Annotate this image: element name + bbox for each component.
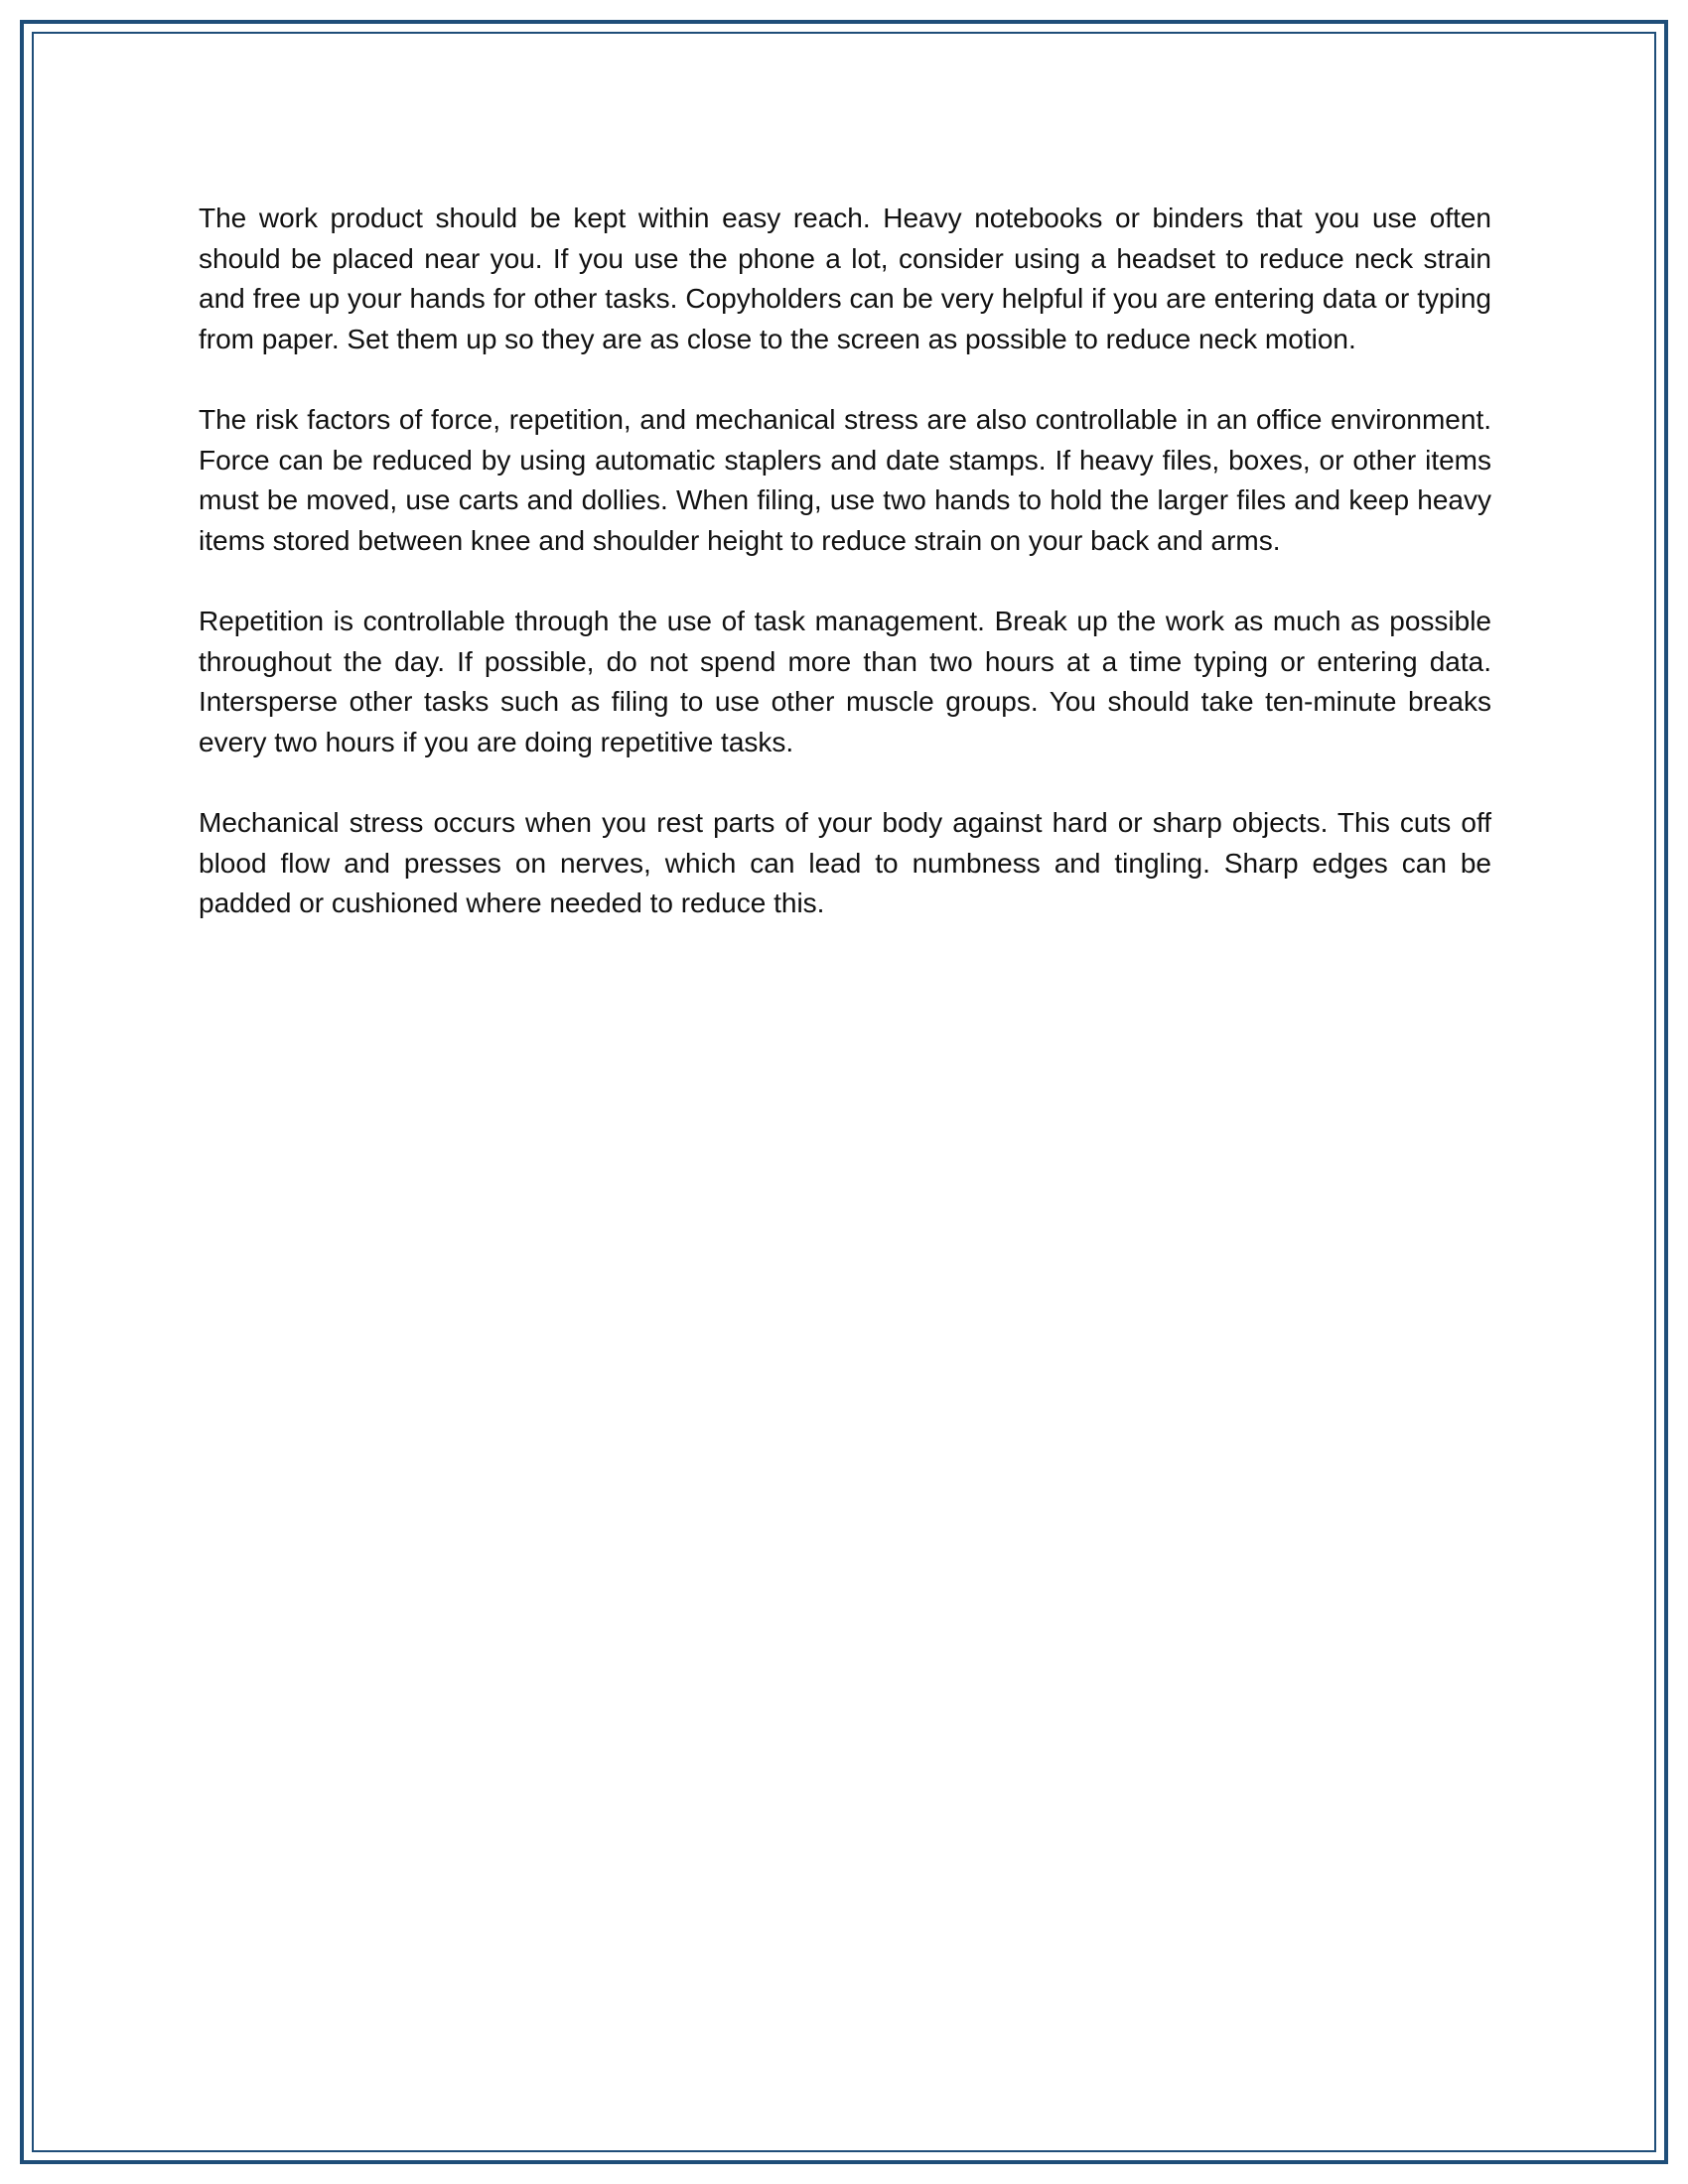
paragraph-workspace-reach: The work product should be kept within easy reach. Heavy notebooks or binders that you use often should be placed near you. If you use the phone a lot, consider using a headset to reduce neck strain and free up your hands for other tasks. Copyholders can be very helpful if you are entering data or typing from paper. Set them up so they are as close to the screen as possible to reduce neck motion. xyxy=(199,203,1491,354)
document-body xyxy=(199,199,1491,964)
paragraph-mechanical-stress: Mechanical stress occurs when you rest parts of your body against hard or sharp objects. This cuts off blood flow and presses on nerves, which can lead to numbness and tingling. Sharp edges can be padded or cushioned where needed to reduce this. xyxy=(199,806,1491,919)
paragraph-repetition: Repetition is controllable through the use of task management. Break up the work as much as possible throughout the day. If possible, do not spend more than two hours at a time typing or entering data. Intersperse other tasks such as filing to use other muscle groups. You should take ten-minute breaks every two hours if you are doing repetitive tasks. xyxy=(199,605,1491,757)
paragraph-risk-factors: The risk factors of force, repetition, and mechanical stress are also controllable in an office environment. Force can be reduced by using automatic staplers and date stamps. If heavy files, boxes, or other items must be moved, use carts and dollies. When filing, use two hands to hold the larger files and keep heavy items stored between knee and shoulder height to reduce strain on your back and arms. xyxy=(199,403,1491,556)
